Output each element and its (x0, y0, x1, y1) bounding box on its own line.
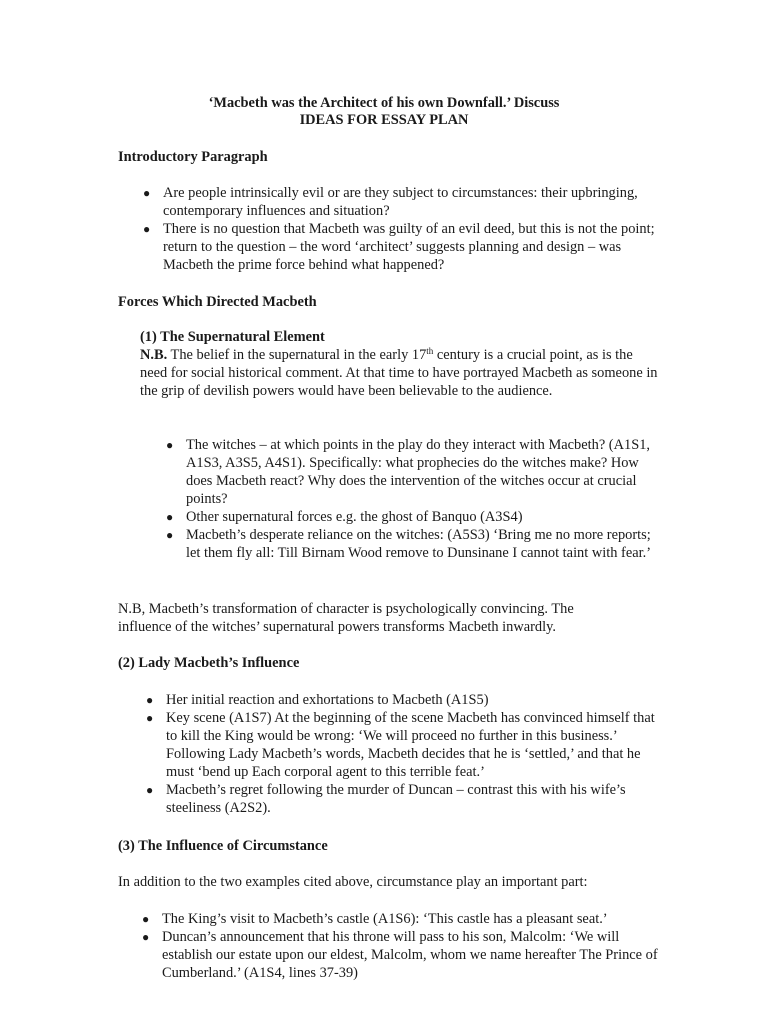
bullet-icon: ● (143, 186, 151, 200)
bullet-icon: ● (166, 528, 174, 542)
bullet-icon: ● (146, 783, 154, 797)
bullet-icon: ● (142, 912, 150, 926)
intro-bullet-list (143, 184, 658, 274)
supernatural-heading: (1) The Supernatural Element (140, 329, 325, 345)
list-item: ● The witches – at which points in the play do they interact with Macbeth? (A1S1, A1S3, A3S5, A4S1). Specifically: what prophecies do the witches make? How does Macbeth react? Why does the intervention of the witches occur at crucial points? (166, 437, 650, 507)
list-item: ● Her initial reaction and exhortations to Macbeth (A1S5) (146, 692, 489, 708)
nb-label: N.B. (140, 347, 168, 363)
essay-subtitle: IDEAS FOR ESSAY PLAN (299, 112, 469, 128)
list-item: ● There is no question that Macbeth was guilty of an evil deed, but this is not the point; return to the question – the word ‘architect’ suggests planning and design – was Macbeth the prime force behind what happened? (143, 221, 655, 273)
circumstance-intro: In addition to the two examples cited above, circumstance play an important part: (118, 874, 588, 890)
circumstance-heading: (3) The Influence of Circumstance (118, 838, 328, 854)
lady-macbeth-bullet-list (146, 691, 658, 817)
list-item: ● Other supernatural forces e.g. the ghost of Banquo (A3S4) (166, 509, 523, 525)
bullet-icon: ● (142, 930, 150, 944)
list-item: ● Macbeth’s desperate reliance on the witches: (A5S3) ‘Bring me no more reports; let them fly all: Till Birnam Wood remove to Dunsinane I cannot taint with fear.’ (166, 527, 651, 561)
list-item: ● Duncan’s announcement that his throne will pass to his son, Malcolm: ‘We will establish our estate upon our eldest, Malcolm, whom we name hereafter The Prince of Cumberland.’ (A1S4, lines 37-39) (142, 929, 658, 981)
list-item: ● Macbeth’s regret following the murder of Duncan – contrast this with his wife’s steeliness (A2S2). (146, 782, 626, 816)
list-item: ● Are people intrinsically evil or are they subject to circumstances: their upbringing, contemporary influences and situation? (143, 185, 638, 219)
intro-heading: Introductory Paragraph (118, 149, 268, 165)
supernatural-note: N.B, Macbeth’s transformation of character is psychologically convincing. The influence of the witches’ supernatural powers transforms Macbeth inwardly. (118, 601, 574, 635)
circumstance-bullet-list (142, 910, 658, 982)
bullet-icon: ● (143, 222, 151, 236)
list-item: ● Key scene (A1S7) At the beginning of the scene Macbeth has convinced himself that to kill the King would be wrong: ‘We will proceed no further in this business.’ Following Lady Macbeth’s words, Macbeth decides that he is ‘settled,’ and that he must ‘bend up Each corporal agent to this terrible feat.’ (146, 710, 655, 780)
supernatural-nb-paragraph: N.B. The belief in the supernatural in the early 17th century is a crucial point, as is the need for social historical comment. At that time to have portrayed Macbeth as someone in the grip of devilish powers would have been believable to the audience. (140, 346, 658, 399)
lady-macbeth-heading: (2) Lady Macbeth’s Influence (118, 655, 300, 671)
bullet-icon: ● (166, 438, 174, 452)
list-item: ● The King’s visit to Macbeth’s castle (A1S6): ‘This castle has a pleasant seat.’ (142, 911, 608, 927)
supernatural-bullet-list (166, 436, 658, 562)
bullet-icon: ● (146, 711, 154, 725)
essay-title: ‘Macbeth was the Architect of his own Downfall.’ Discuss (208, 95, 560, 111)
bullet-icon: ● (166, 510, 174, 524)
bullet-icon: ● (146, 693, 154, 707)
forces-heading: Forces Which Directed Macbeth (118, 294, 317, 310)
